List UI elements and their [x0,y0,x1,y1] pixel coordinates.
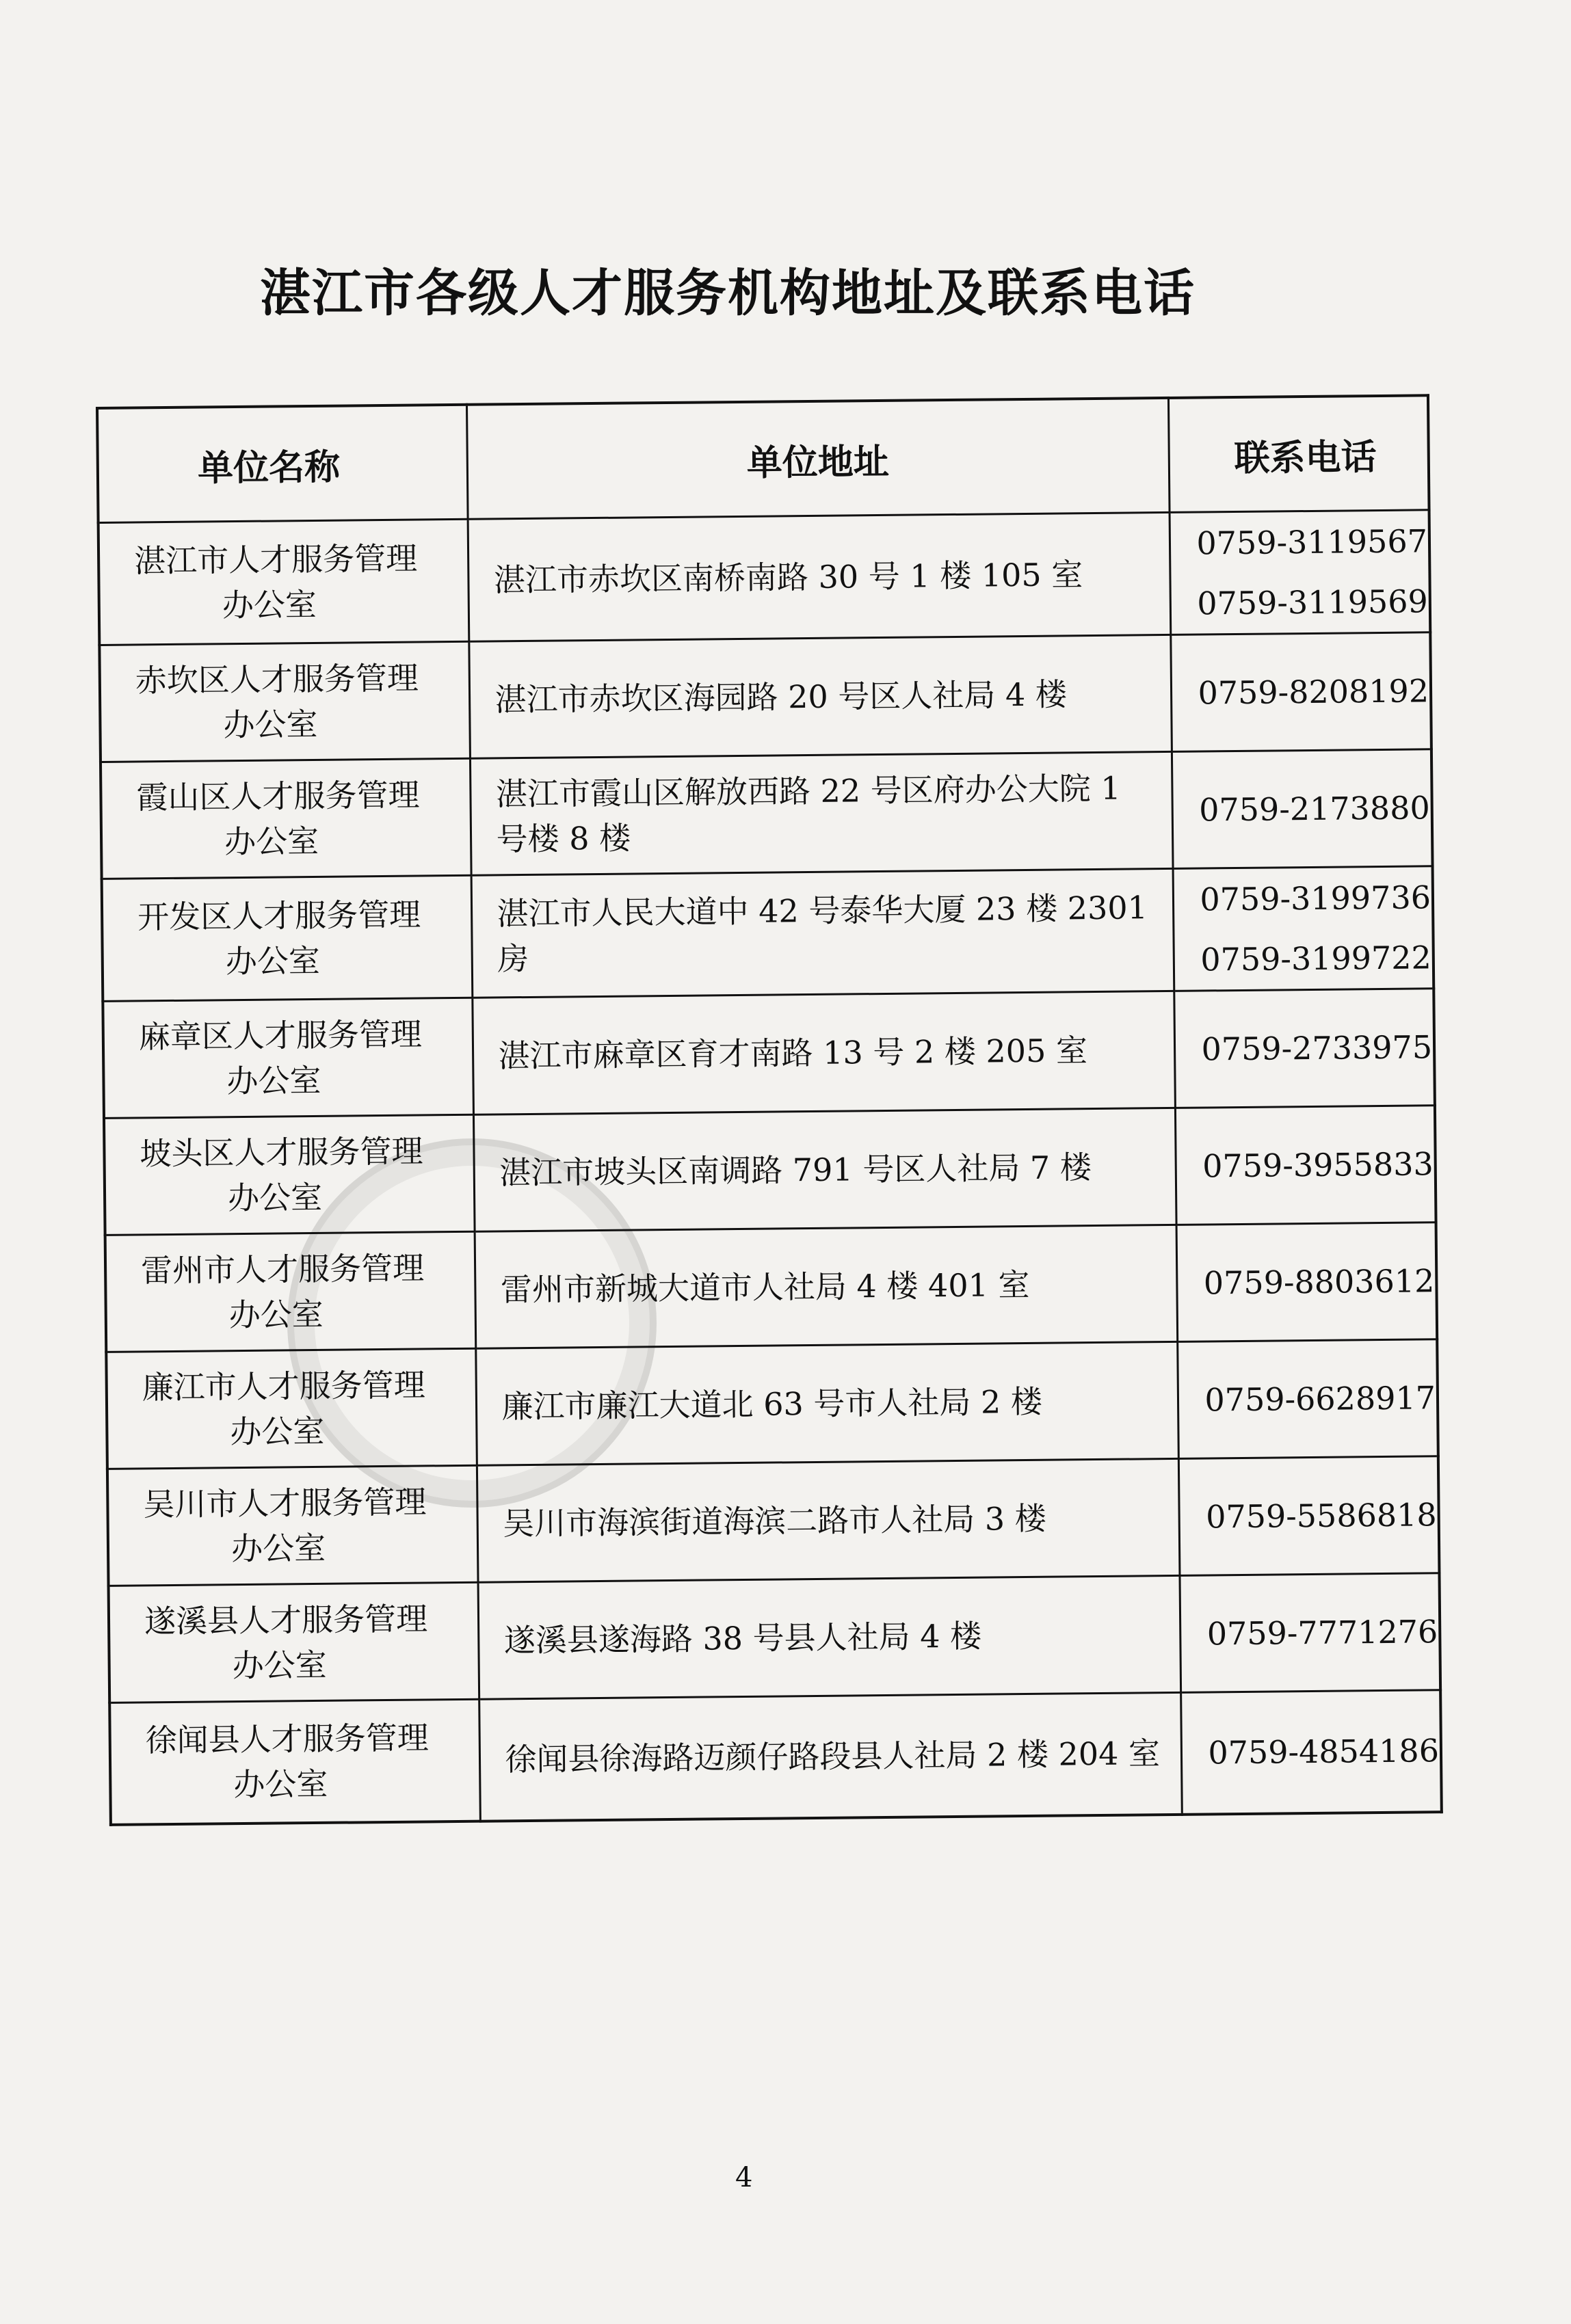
phone-number: 0759-5586818 [1205,1496,1437,1536]
cell-contact-phone [1170,632,1431,752]
table-row [98,510,1431,645]
cell-unit-address: 湛江市人民大道中 42 号泰华大厦 23 楼 2301 房 [471,868,1174,998]
cell-unit-name [103,998,473,1118]
table-row [105,1223,1438,1352]
phone-number: 0759-4854186 [1208,1732,1440,1772]
cell-unit-address: 湛江市赤坎区南桥南路 30 号 1 楼 105 室 [468,512,1171,641]
table-row [109,1690,1442,1825]
unit-name-line-2: 办公室 [230,1412,325,1451]
cell-unit-address: 吴川市海滨街道海滨二路市人社局 3 楼 [477,1458,1180,1582]
cell-unit-address: 廉江市廉江大道北 63 号市人社局 2 楼 [475,1341,1178,1465]
table-row [106,1339,1438,1469]
unit-name-line-2: 办公室 [230,1529,326,1568]
phone-number: 0759-2733975 [1201,1028,1433,1068]
header-unit-address: 单位地址 [466,398,1170,519]
unit-name-line-1: 开发区人才服务管理 [137,896,421,936]
phone-number: 0759-3955833 [1202,1145,1434,1185]
phone-number: 0759-3119567 [1196,522,1428,562]
phone-number: 0759-8803612 [1203,1262,1435,1302]
cell-unit-name [98,519,469,645]
unit-name-line-1: 雷州市人才服务管理 [140,1249,425,1290]
unit-name-line-2: 办公室 [232,1646,327,1685]
unit-name-line-2: 办公室 [224,822,319,861]
phone-number: 0759-2173880 [1198,789,1430,829]
cell-unit-name [104,1114,475,1235]
table-row [104,1106,1436,1236]
unit-name-line-1: 徐闻县人才服务管理 [145,1719,429,1759]
page-number: 4 [735,2162,753,2193]
table-header-row [97,395,1429,522]
unit-name-line-1: 遂溪县人才服务管理 [144,1600,428,1640]
cell-contact-phone [1179,1573,1440,1693]
cell-unit-name [101,758,471,879]
cell-contact-phone [1170,510,1431,635]
cell-unit-name [109,1582,479,1702]
cell-unit-address: 雷州市新城大道市人社局 4 楼 401 室 [475,1225,1178,1348]
table-row [103,989,1435,1119]
cell-unit-address: 徐闻县徐海路迈颜仔路段县人社局 2 楼 204 室 [479,1692,1182,1821]
cell-contact-phone [1176,1223,1438,1342]
phone-number: 0759-3199736 [1200,879,1431,918]
cell-unit-name [99,641,470,762]
cell-unit-name [106,1348,477,1469]
table-body [98,510,1442,1825]
unit-name-line-1: 赤坎区人才服务管理 [135,659,419,699]
unit-name-line-2: 办公室 [223,705,318,744]
header-contact-phone: 联系电话 [1168,395,1429,512]
unit-name-line-2: 办公室 [226,1061,321,1100]
phone-number: 0759-7771276 [1206,1613,1438,1653]
cell-unit-name [109,1699,480,1824]
cell-contact-phone [1180,1690,1442,1815]
unit-name-line-1: 吴川市人才服务管理 [143,1483,427,1523]
unit-name-line-2: 办公室 [222,585,317,624]
table-row [107,1456,1440,1586]
cell-contact-phone [1175,1106,1436,1225]
unit-name-line-1: 霞山区人才服务管理 [136,776,420,816]
table-row [101,749,1433,879]
page-title: 湛江市各级人才服务机构地址及联系电话 [260,264,1196,323]
cell-unit-name [105,1231,476,1352]
unit-name-line-2: 办公室 [227,1178,323,1217]
cell-contact-phone [1172,749,1433,869]
cell-unit-address: 湛江市赤坎区海园路 20 号区人社局 4 楼 [468,635,1172,758]
phone-number: 0759-3119569 [1197,583,1429,622]
header-unit-name: 单位名称 [97,405,468,523]
cell-contact-phone [1173,866,1434,991]
unit-name-line-1: 坡头区人才服务管理 [140,1132,423,1173]
unit-name-line-1: 湛江市人才服务管理 [133,539,418,580]
contact-table [96,394,1443,1826]
unit-name-line-1: 麻章区人才服务管理 [138,1015,423,1056]
table-row [109,1573,1441,1703]
table-row [99,632,1431,762]
unit-name-line-2: 办公室 [228,1295,324,1334]
table-row [102,866,1434,1002]
phone-number: 0759-8208192 [1198,672,1429,712]
cell-contact-phone [1174,989,1435,1108]
contact-table-wrapper [96,394,1443,1826]
cell-contact-phone [1178,1456,1440,1576]
cell-unit-address: 遂溪县遂海路 38 号县人社局 4 楼 [478,1575,1181,1699]
cell-unit-address: 湛江市坡头区南调路 791 号区人社局 7 楼 [473,1108,1176,1231]
cell-contact-phone [1177,1339,1438,1459]
phone-number: 0759-3199722 [1200,939,1432,978]
phone-number: 0759-6628917 [1204,1379,1436,1419]
cell-unit-name [102,875,473,1001]
unit-name-line-1: 廉江市人才服务管理 [142,1366,426,1406]
cell-unit-address: 湛江市麻章区育才南路 13 号 2 楼 205 室 [472,991,1175,1114]
cell-unit-name [107,1465,478,1586]
unit-name-line-2: 办公室 [225,941,321,980]
unit-name-line-2: 办公室 [233,1765,328,1804]
cell-unit-address: 湛江市霞山区解放西路 22 号区府办公大院 1 号楼 8 楼 [470,751,1173,875]
